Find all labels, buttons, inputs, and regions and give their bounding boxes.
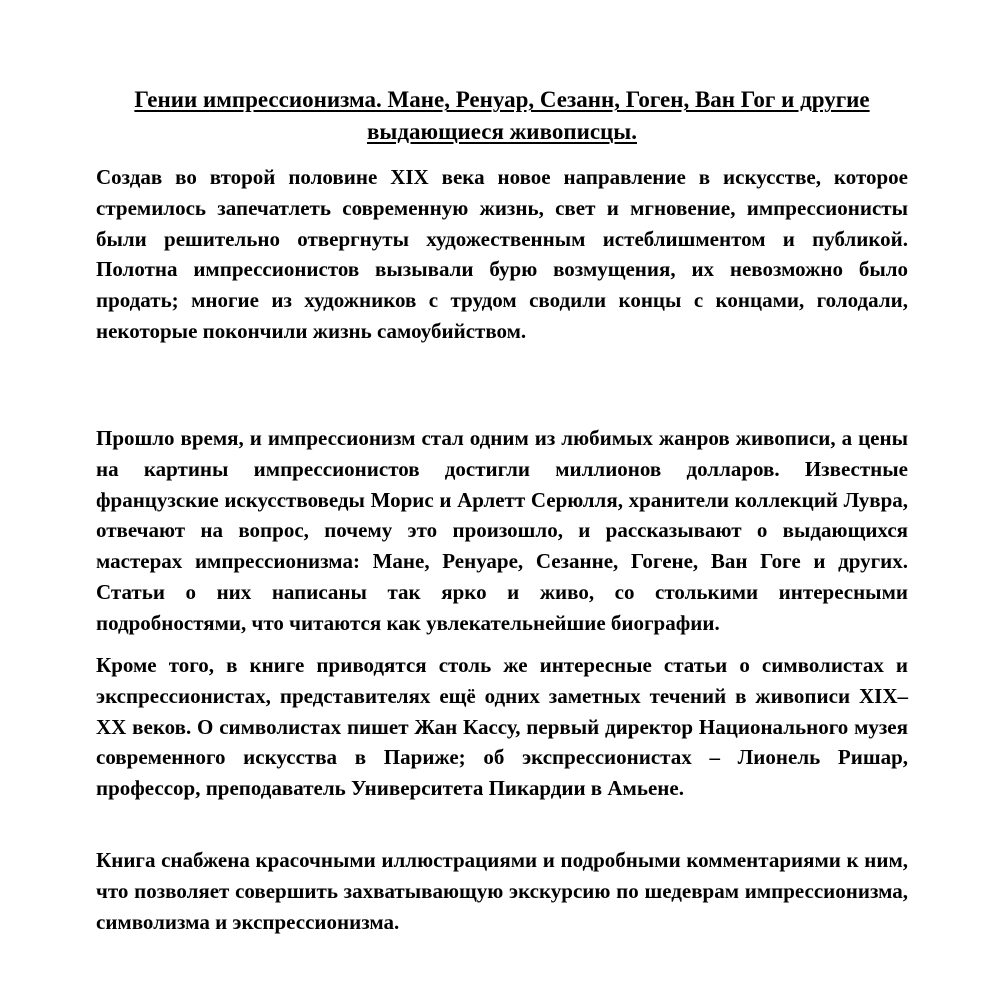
paragraph-illustrations: Книга снабжена красочными иллюстрациями и подробными комментариями к ним, что позволяет совершить захватывающую экскурсию по шедеврам импрессионизма, символизма и экспрессионизма. — [96, 848, 908, 934]
paragraph-symbolists-expressionists: Кроме того, в книге приводятся столь же интересные статьи о символистах и экспрессионистах, представителях ещё одних заметных течений в живописи XIX–XX веков. О символистах пишет Жан Кассу, первый директор Национального музея современного искусства в Париже; об экспрессионистах – Лионель Ришар, профессор, преподаватель Университета Пикардии в Амьене. — [96, 653, 908, 801]
paragraph-intro: Создав во второй половине XIX века новое направление в искусстве, которое стремилось запечатлеть современную жизнь, свет и мгновение, импрессионисты были решительно отвергнуты художественным истеблишментом и публикой. Полотна импрессионистов вызывали бурю возмущения, их невозможно было продать; многие из художников с трудом сводили концы с концами, голодали, некоторые покончили жизнь самоубийством. — [96, 165, 908, 343]
paragraph-recognition: Прошло время, и импрессионизм стал одним из любимых жанров живописи, а цены на картины импрессионистов достигли миллионов долларов. Известные французские искусствоведы Морис и Арлетт Серюлля, хранители коллекций Лувра, отвечают на вопрос, почему это произошло, и рассказывают о выдающихся мастерах импрессионизма: Мане, Ренуаре, Сезанне, Гогене, Ван Гоге и других. Статьи о них написаны так ярко и живо, со столькими интересными подробностями, что читаются как увлекательнейшие биографии. — [96, 426, 908, 635]
document-title: Гении импрессионизма. Мане, Ренуар, Сезанн, Гоген, Ван Гог и другие выдающиеся живописцы. — [134, 87, 870, 144]
